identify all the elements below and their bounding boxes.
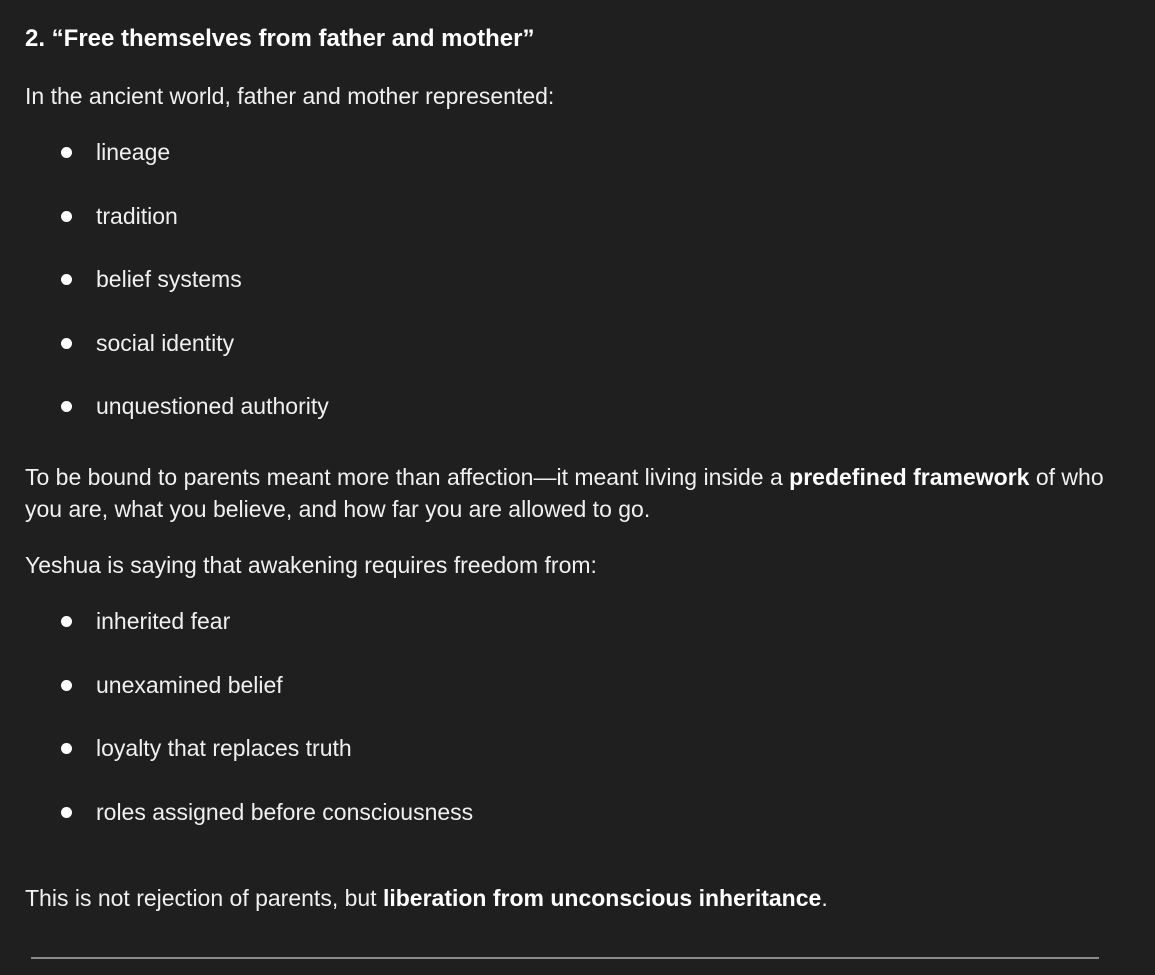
list-item-text: roles assigned before consciousness [96, 798, 474, 825]
list-item-text: social identity [96, 329, 235, 356]
bound-text-emphasis: predefined framework [789, 464, 1030, 490]
section-heading: 2. “Free themselves from father and mother” [25, 25, 535, 52]
conclusion-text-end: . [821, 885, 828, 911]
bullet-icon [61, 211, 72, 222]
bound-paragraph [25, 461, 1115, 525]
yeshua-paragraph: Yeshua is saying that awakening requires freedom from: [25, 552, 597, 578]
bullet-icon [61, 743, 72, 754]
bullet-icon [61, 401, 72, 412]
list-item-text: inherited fear [96, 608, 231, 634]
document-section [25, 0, 1125, 975]
list-item-text: tradition [96, 202, 178, 229]
list-item-text: unquestioned authority [96, 393, 329, 419]
conclusion-text-emphasis: liberation from unconscious inheritance [382, 885, 822, 911]
bullet-icon [61, 147, 72, 158]
conclusion-text-start: This is not rejection of parents, but [25, 885, 383, 911]
bound-text-start: To be bound to parents meant more than affection—it meant living inside a [25, 464, 790, 490]
section-divider [31, 957, 1099, 959]
bound-text-end: of who you are, what you believe, and how far you are allowed to go. [25, 464, 1104, 522]
list-item-text: unexamined belief [96, 671, 283, 698]
bullet-icon [61, 680, 72, 691]
conclusion-paragraph [25, 882, 1115, 914]
list-item-text: loyalty that replaces truth [96, 735, 352, 761]
bullet-icon [61, 274, 72, 285]
list-item-text: belief systems [96, 266, 242, 292]
bullet-icon [61, 616, 72, 627]
list-item-text: lineage [96, 139, 171, 165]
bullet-icon [61, 338, 72, 349]
bullet-icon [61, 807, 72, 818]
intro-paragraph: In the ancient world, father and mother represented: [25, 83, 555, 109]
